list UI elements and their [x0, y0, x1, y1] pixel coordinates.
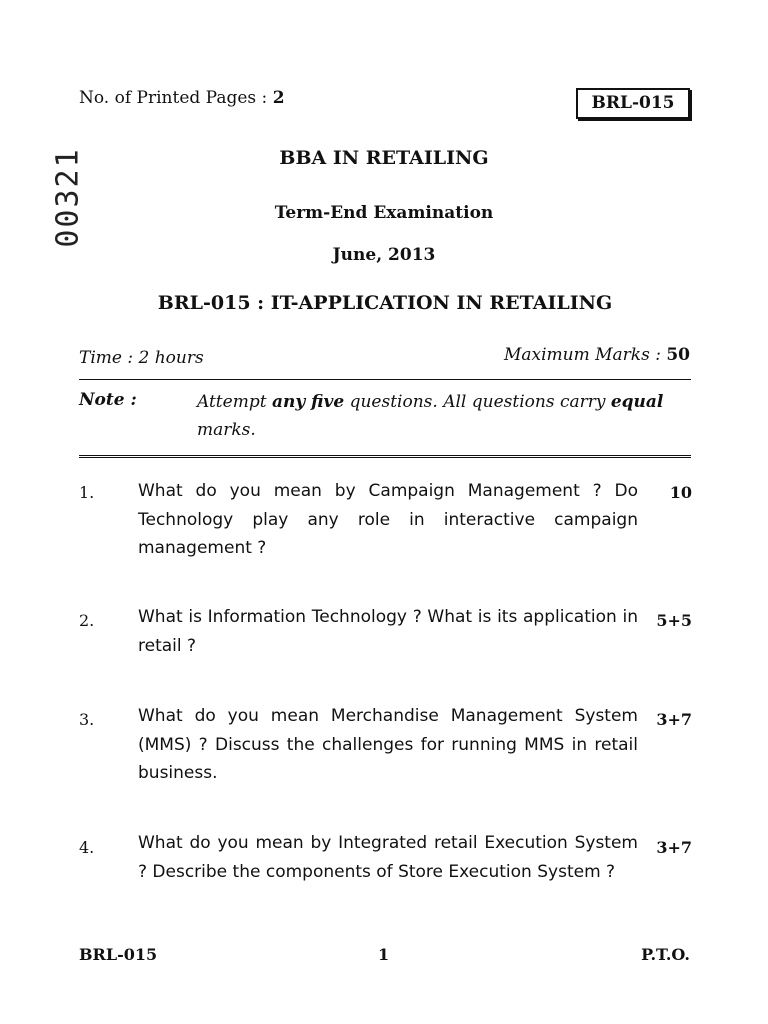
exam-session: June, 2013 — [332, 245, 436, 265]
question-text: What is Information Technology ? What is its application in retail ? — [138, 607, 638, 656]
max-marks-value: 50 — [666, 345, 690, 365]
question-text: What do you mean by Campaign Management ? Do Technology play any role in interactive campaign management ? — [138, 481, 638, 558]
programme-title: BBA IN RETAILING — [279, 147, 489, 169]
note-text-part-2: questions. All questions carry — [344, 392, 611, 412]
footer-pto: P.T.O. — [641, 945, 690, 964]
question-number: 2. — [79, 611, 95, 630]
serial-number-stamp: 00321 — [50, 147, 86, 248]
time-allowed: Time : 2 hours — [79, 348, 204, 368]
note-label: Note : — [79, 390, 137, 410]
question-number: 3. — [79, 710, 95, 729]
question-text: What do you mean Merchandise Management System (MMS) ? Discuss the challenges for running MMS in retail business. — [138, 706, 638, 783]
note-text — [197, 388, 697, 444]
question-marks: 5+5 — [656, 611, 692, 630]
divider-double — [79, 455, 691, 460]
question-marks: 3+7 — [656, 838, 692, 857]
paper-code-box: BRL-015 — [576, 88, 690, 119]
footer-paper-code: BRL-015 — [79, 945, 158, 964]
note-text-part-1: Attempt — [197, 392, 272, 412]
printed-pages-value: 2 — [272, 88, 285, 108]
footer-page-number: 1 — [378, 945, 390, 964]
question-marks: 10 — [669, 483, 692, 502]
question-number: 4. — [79, 838, 95, 857]
question-number: 1. — [79, 483, 95, 502]
note-bold-equal: equal — [610, 392, 664, 412]
note-text-part-3: marks. — [197, 420, 256, 440]
note-bold-any-five: any five — [271, 392, 345, 412]
divider-top — [79, 379, 691, 380]
paper-title: BRL-015 : IT-APPLICATION IN RETAILING — [157, 292, 613, 314]
printed-pages-line — [79, 88, 285, 108]
question-text: What do you mean by Integrated retail Execution System ? Describe the components of Store Execution System ? — [138, 833, 638, 882]
maximum-marks — [504, 345, 690, 365]
max-marks-label: Maximum Marks : — [503, 345, 667, 365]
printed-pages-label: No. of Printed Pages : — [79, 88, 273, 108]
question-marks: 3+7 — [656, 710, 692, 729]
exam-title: Term-End Examination — [274, 203, 494, 223]
